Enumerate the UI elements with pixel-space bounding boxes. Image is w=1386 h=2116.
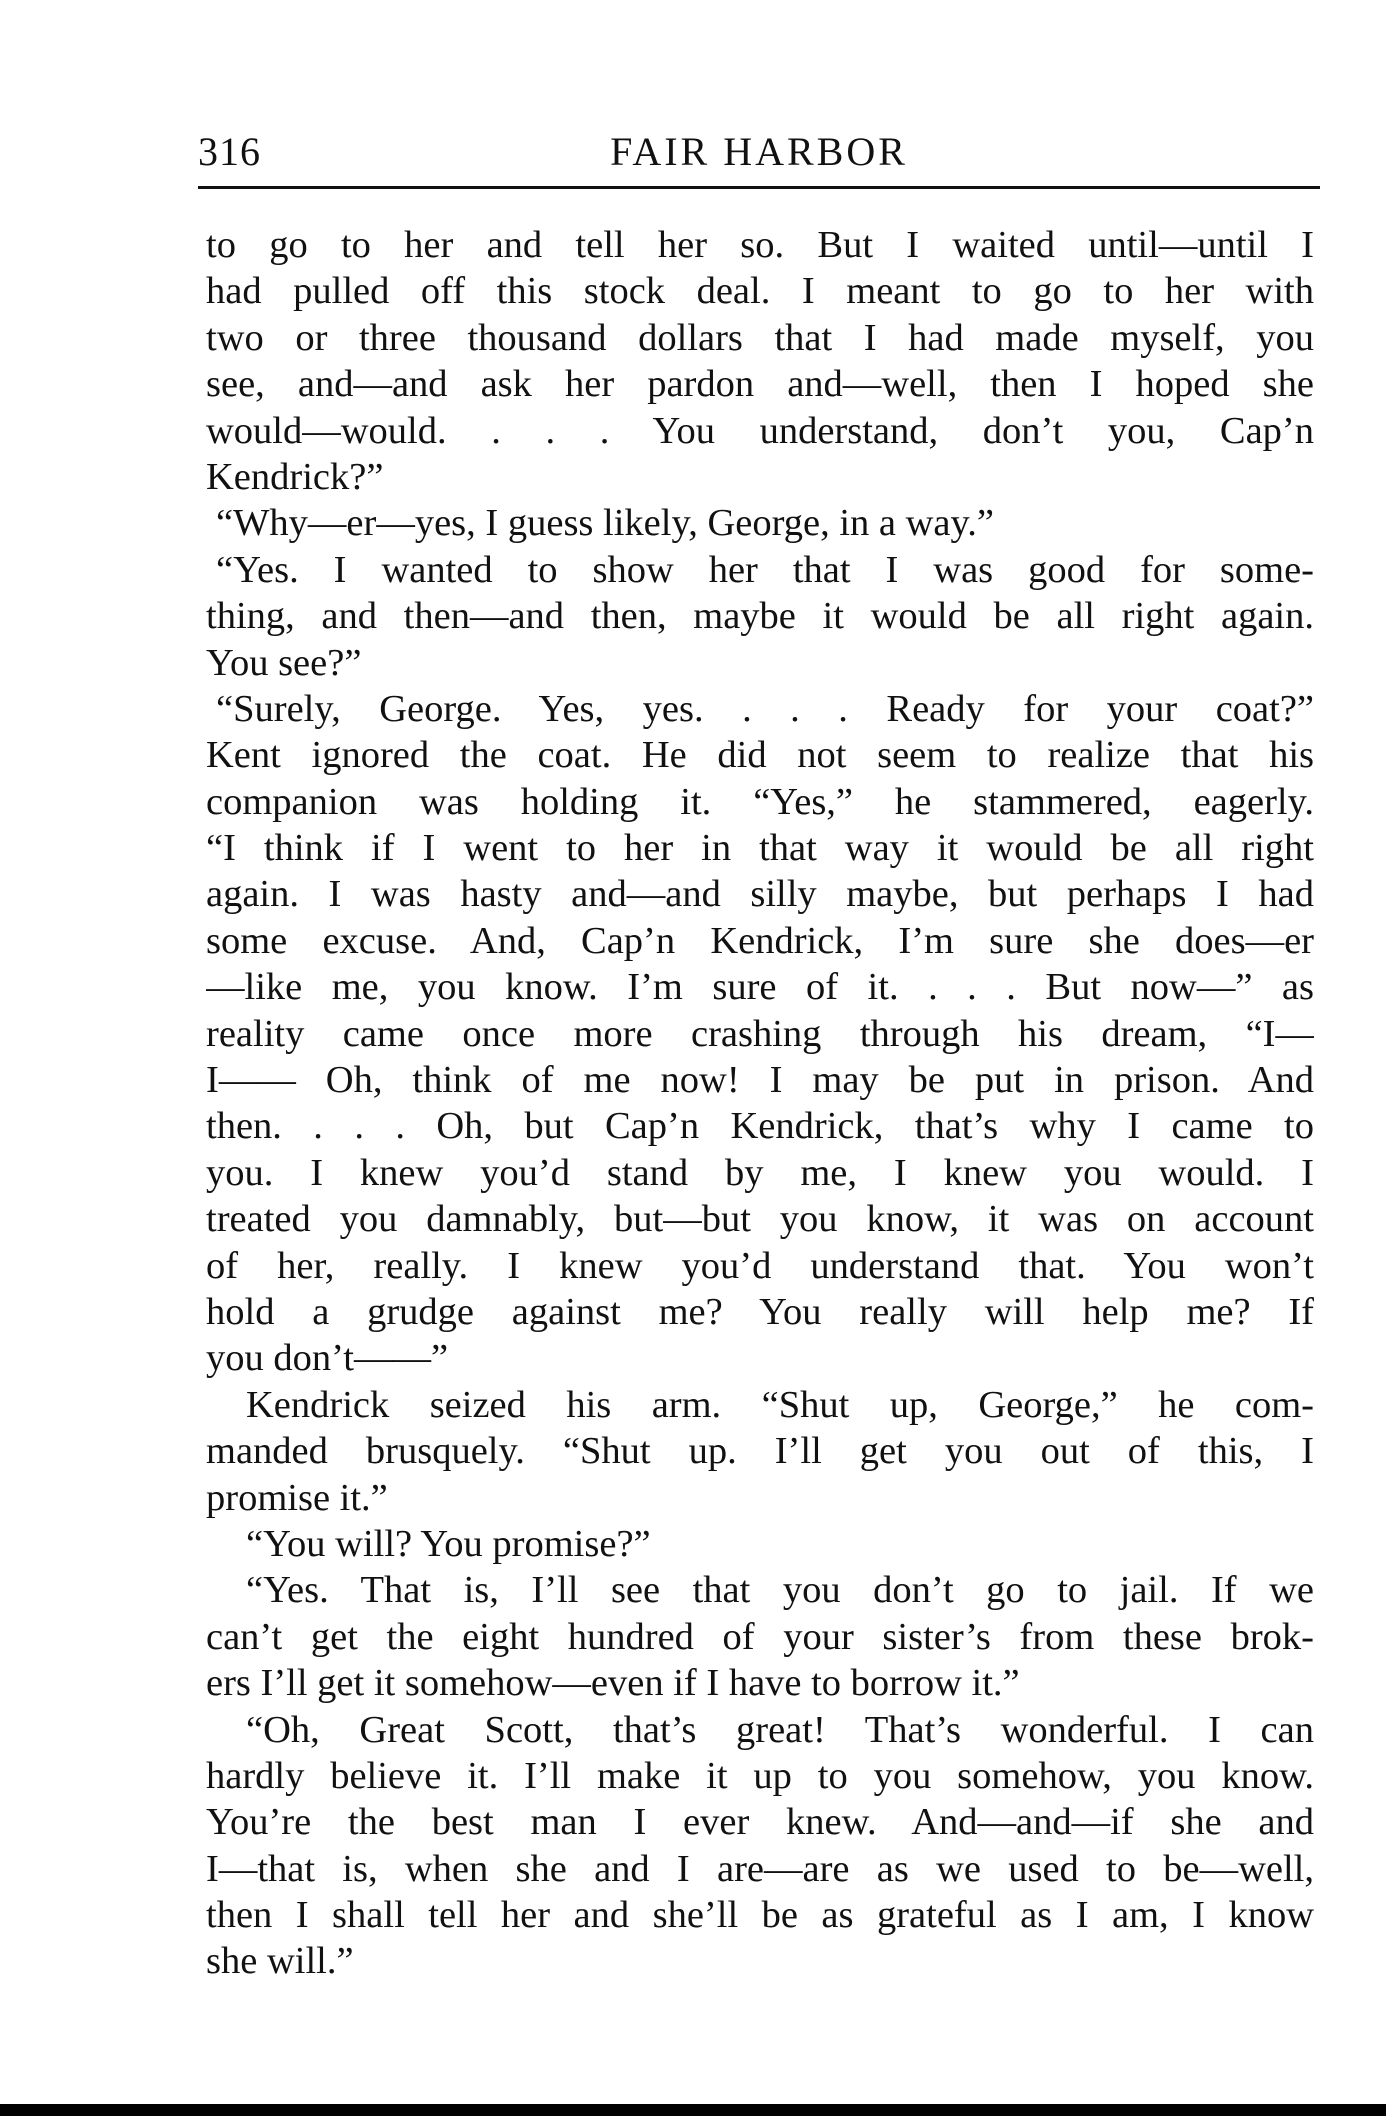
- text-line: “Why—er—yes, I guess likely, George, in a way.”: [216, 502, 994, 545]
- text-line: Kent ignored the coat. He did not seem to realize that his: [206, 734, 1314, 777]
- page-number: 316: [198, 129, 261, 174]
- text-line: You see?”: [206, 641, 362, 684]
- text-line: hardly believe it. I’ll make it up to you somehow, you know.: [206, 1754, 1314, 1797]
- text-line: thing, and then—and then, maybe it would be all right again.: [206, 595, 1314, 638]
- text-line: you don’t——”: [206, 1337, 449, 1380]
- text-line: treated you damnably, but—but you know, it was on account: [206, 1198, 1314, 1241]
- text-line: see, and—and ask her pardon and—well, then I hoped she: [206, 363, 1314, 406]
- text-line: promise it.”: [206, 1476, 388, 1519]
- text-line: ers I’ll get it somehow—even if I have to borrow it.”: [206, 1662, 1020, 1705]
- text-line: then I shall tell her and she’ll be as grateful as I am, I know: [206, 1894, 1314, 1937]
- body-text: [206, 222, 1314, 1985]
- text-line: can’t get the eight hundred of your sister’s from these brok-: [206, 1615, 1314, 1658]
- text-line: “Oh, Great Scott, that’s great! That’s wonderful. I can: [246, 1708, 1314, 1751]
- text-line: I—that is, when she and I are—are as we used to be—well,: [206, 1847, 1314, 1890]
- text-line: “You will? You promise?”: [246, 1522, 651, 1565]
- running-head: [198, 128, 1320, 184]
- text-line: I—— Oh, think of me now! I may be put in prison. And: [206, 1059, 1314, 1102]
- text-line: then. . . . Oh, but Cap’n Kendrick, that’s why I came to: [206, 1105, 1314, 1148]
- text-line: would—would. . . . You understand, don’t you, Cap’n: [206, 409, 1314, 452]
- text-line: again. I was hasty and—and silly maybe, but perhaps I had: [206, 873, 1314, 916]
- text-line: some excuse. And, Cap’n Kendrick, I’m sure she does—er: [206, 919, 1314, 962]
- text-line: you. I knew you’d stand by me, I knew you would. I: [206, 1151, 1314, 1194]
- scan-bottom-edge: [0, 2104, 1386, 2116]
- text-line: You’re the best man I ever knew. And—and—if she and: [206, 1801, 1314, 1844]
- text-line: —like me, you know. I’m sure of it. . . . But now—” as: [206, 966, 1314, 1009]
- text-line: to go to her and tell her so. But I waited until—until I: [206, 224, 1314, 266]
- text-line: had pulled off this stock deal. I meant to go to her with: [206, 270, 1314, 313]
- text-line: hold a grudge against me? You really will help me? If: [206, 1290, 1314, 1333]
- text-line: “I think if I went to her in that way it would be all right: [206, 827, 1314, 870]
- text-line: companion was holding it. “Yes,” he stammered, eagerly.: [206, 780, 1314, 823]
- text-line: “Yes. That is, I’ll see that you don’t go to jail. If we: [246, 1569, 1314, 1612]
- running-title: FAIR HARBOR: [610, 129, 908, 174]
- text-line: she will.”: [206, 1940, 354, 1983]
- text-line: of her, really. I knew you’d understand that. You won’t: [206, 1244, 1314, 1287]
- header-rule: [198, 186, 1320, 189]
- text-line: “Yes. I wanted to show her that I was good for some-: [216, 548, 1314, 591]
- text-line: Kendrick?”: [206, 455, 384, 498]
- text-line: Kendrick seized his arm. “Shut up, George,” he com-: [246, 1383, 1314, 1426]
- text-line: reality came once more crashing through his dream, “I—: [206, 1012, 1314, 1055]
- text-line: “Surely, George. Yes, yes. . . . Ready for your coat?”: [216, 687, 1314, 730]
- text-line: two or three thousand dollars that I had made myself, you: [206, 316, 1314, 359]
- text-line: manded brusquely. “Shut up. I’ll get you out of this, I: [206, 1430, 1314, 1473]
